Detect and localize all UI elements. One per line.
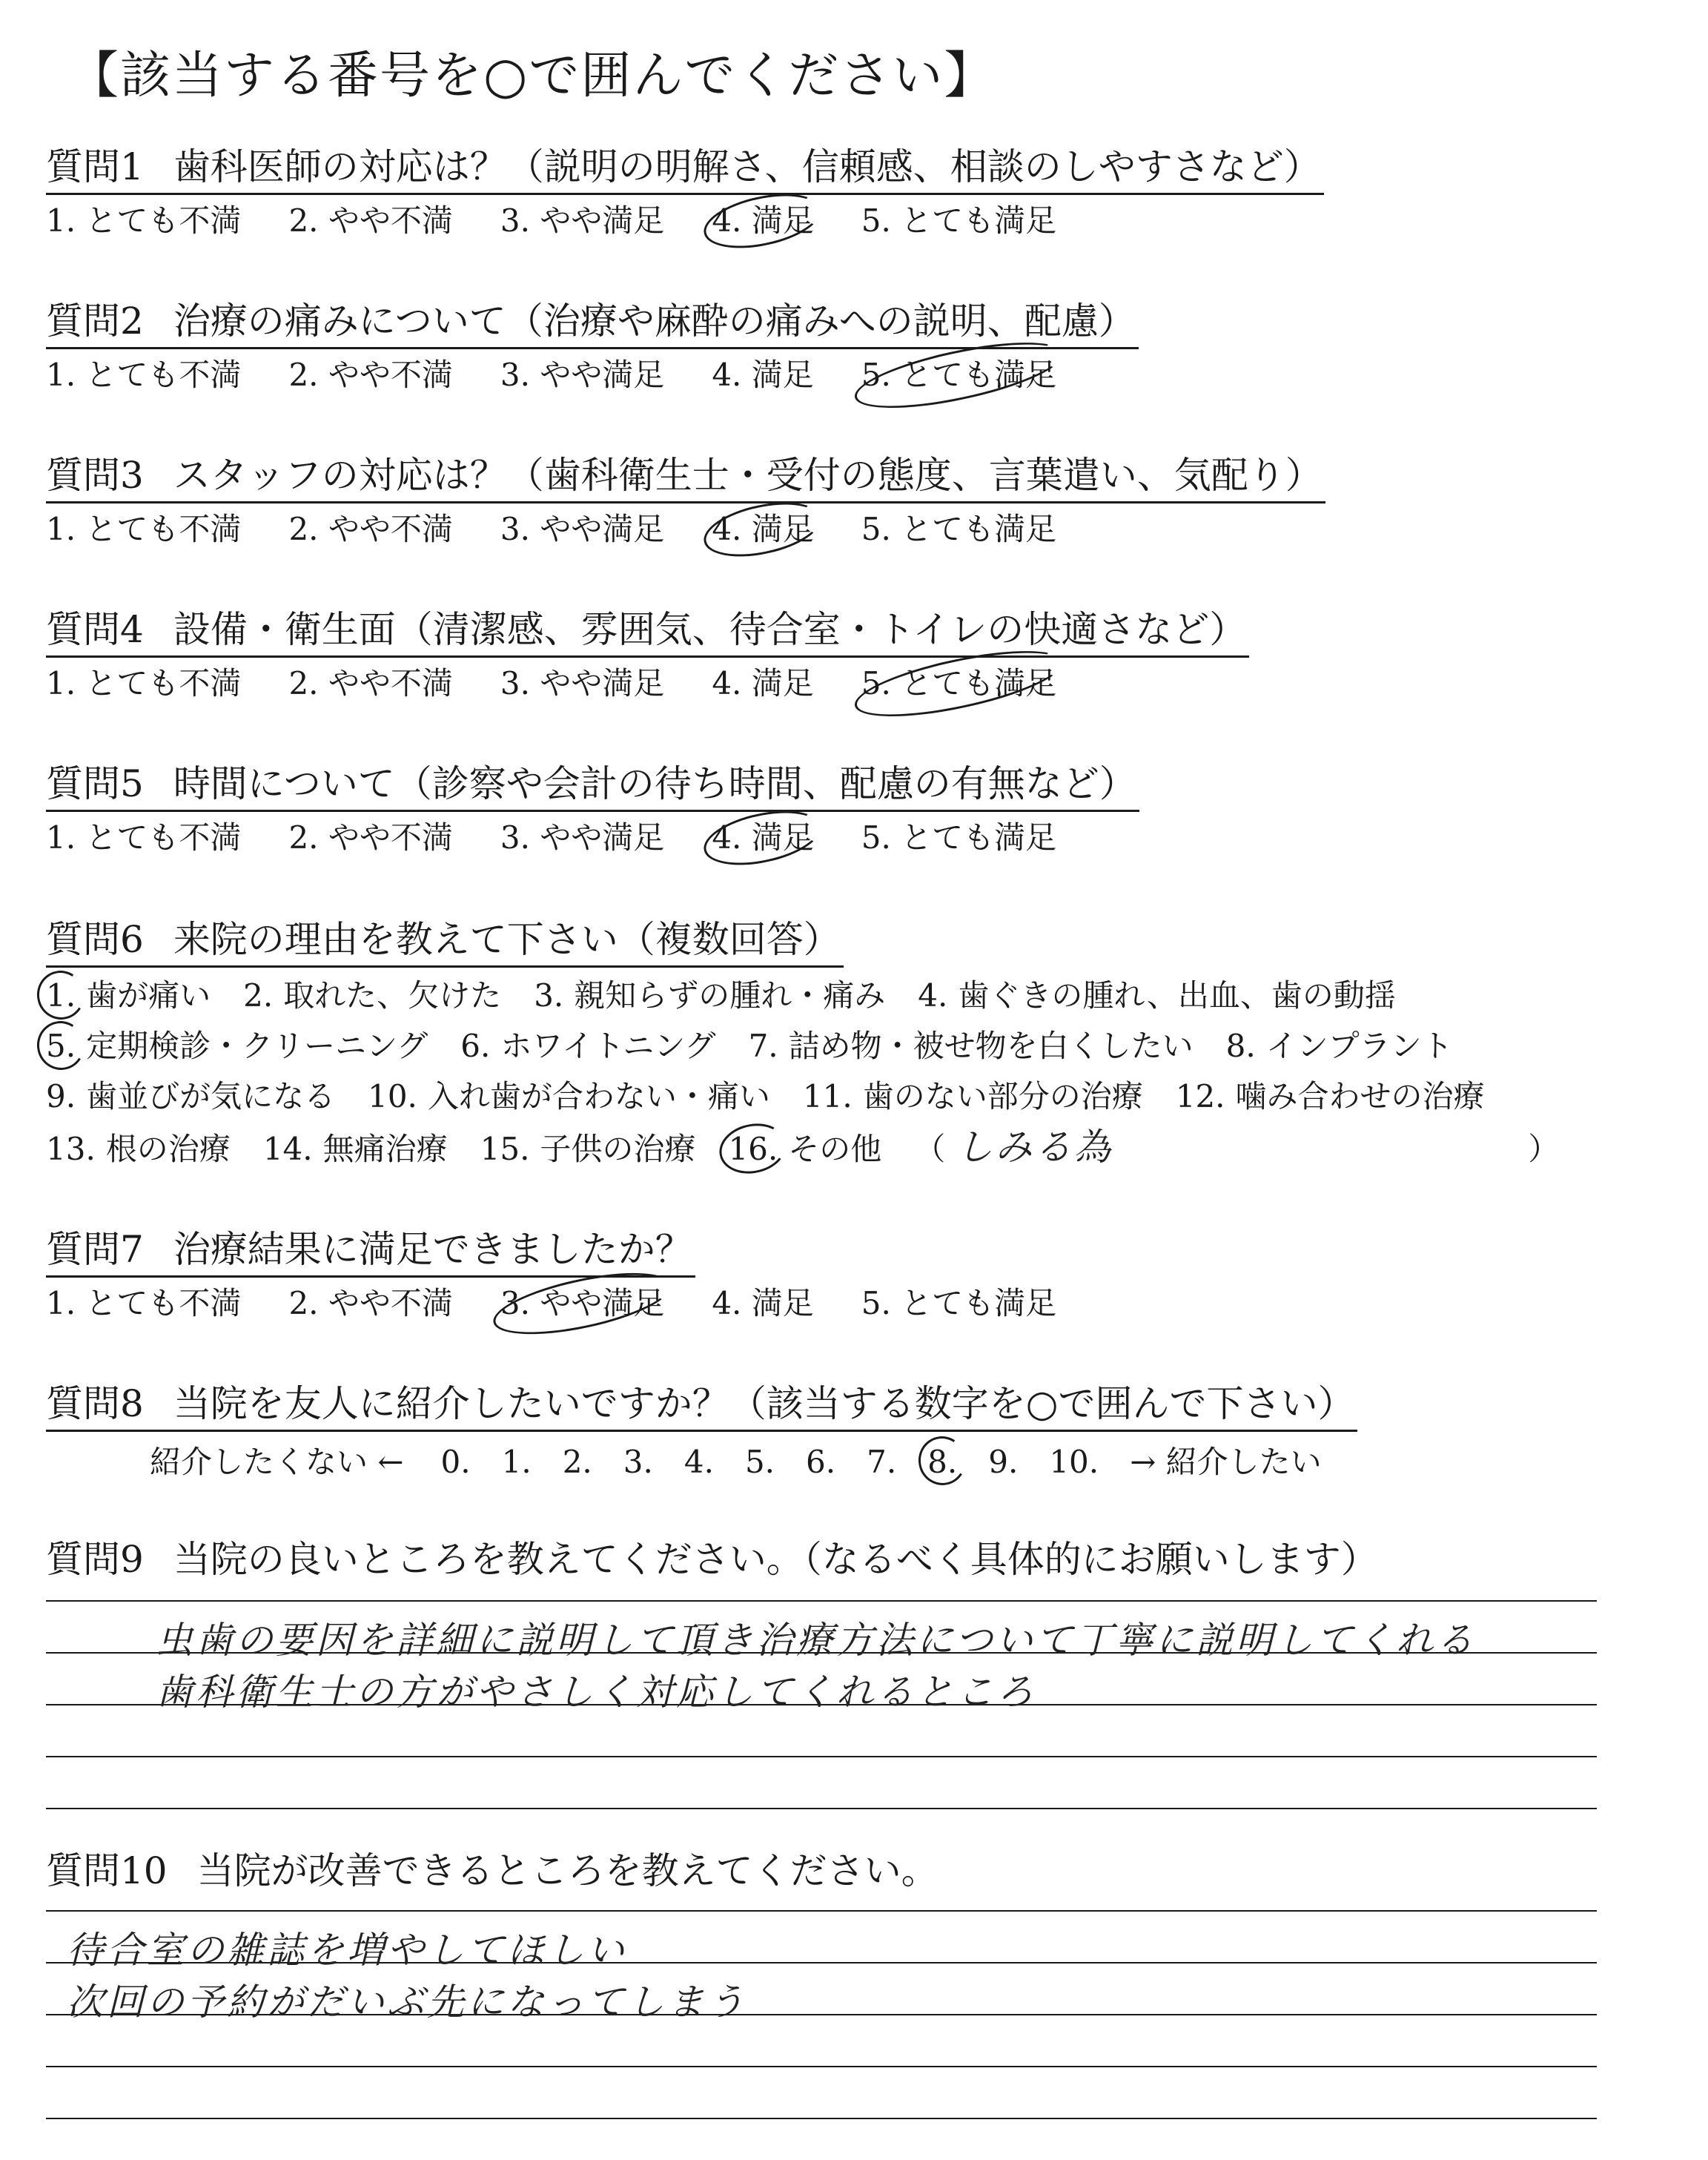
scale-number[interactable] <box>502 1436 532 1488</box>
scale-number-text: 10. <box>1049 1444 1099 1480</box>
reason-text: インプラント <box>1265 1028 1453 1064</box>
question-3 <box>46 449 1325 554</box>
option-number: 5. とても満足 <box>861 202 1057 239</box>
reason-number: 2. <box>243 977 274 1014</box>
option-number: 1. とても不満 <box>46 357 242 393</box>
reason-option[interactable] <box>534 971 885 1021</box>
question-2-options <box>46 351 1139 400</box>
reason-option[interactable] <box>46 971 211 1021</box>
reason-number: 1. <box>46 971 76 1021</box>
option-2[interactable] <box>288 1279 463 1328</box>
option-1[interactable] <box>46 351 251 400</box>
scale-number[interactable] <box>806 1436 835 1488</box>
question-5-text: 時間について（診察や会計の待ち時間、配慮の有無など） <box>173 762 1136 805</box>
scale-number[interactable] <box>927 1436 957 1488</box>
question-8-heading <box>46 1378 1357 1432</box>
reason-number: 6. <box>460 1028 491 1064</box>
option-1[interactable] <box>46 813 251 862</box>
option-3[interactable] <box>500 813 675 862</box>
question-1-options <box>46 196 1324 245</box>
reason-option[interactable] <box>1226 1021 1453 1071</box>
option-4[interactable] <box>712 196 824 245</box>
reason-text: 親知らずの腫れ・痛み <box>574 977 886 1014</box>
option-3[interactable] <box>500 659 675 708</box>
option-2[interactable] <box>288 351 463 400</box>
reason-option[interactable] <box>480 1124 696 1175</box>
question-2-text: 治療の痛みについて（治療や麻酔の痛みへの説明、配慮） <box>173 300 1136 343</box>
reason-number: 5. <box>46 1021 76 1071</box>
reason-text: 根の治療 <box>105 1131 231 1167</box>
reason-text: 歯ぐきの腫れ、出血、歯の動揺 <box>958 977 1396 1014</box>
option-5[interactable] <box>861 505 1067 554</box>
reason-text: 無痛治療 <box>322 1131 448 1167</box>
reason-option[interactable] <box>243 971 501 1021</box>
scale-number[interactable] <box>623 1436 653 1488</box>
question-5 <box>46 758 1139 862</box>
question-6-label: 質問6 <box>46 918 144 961</box>
question-1-label: 質問1 <box>46 145 144 188</box>
option-1[interactable] <box>46 505 251 554</box>
other-handwritten-answer: しみる為 <box>956 1126 1113 1169</box>
option-1[interactable] <box>46 196 251 245</box>
question-9-answer-1: 虫歯の要因を詳細に説明して頂き治療方法について丁寧に説明してくれる <box>156 1619 1476 1662</box>
scale-number[interactable] <box>684 1436 714 1488</box>
other-close-paren: ） <box>1528 1131 1560 1167</box>
reason-number: 8. <box>1225 1028 1256 1064</box>
scale-number-text: 9. <box>988 1444 1019 1480</box>
answer-line <box>46 2066 1597 2067</box>
answer-line <box>46 1600 1597 1602</box>
question-9-label: 質問9 <box>46 1538 144 1581</box>
reason-text: 子供の治療 <box>540 1131 696 1167</box>
question-7-label: 質問7 <box>46 1228 144 1271</box>
question-7-heading <box>46 1223 695 1278</box>
option-number: 3. やや満足 <box>500 202 665 239</box>
scale-number[interactable] <box>988 1436 1018 1488</box>
reason-option[interactable] <box>368 1071 770 1122</box>
reason-number: 10. <box>368 1078 417 1114</box>
reason-option[interactable] <box>803 1071 1143 1122</box>
reason-text: 定期検診・クリーニング <box>86 1028 428 1064</box>
scale-number-text: 2. <box>562 1444 592 1480</box>
question-10-label: 質問10 <box>46 1849 168 1892</box>
reason-option[interactable] <box>1176 1071 1485 1122</box>
option-number: 2. やや不満 <box>288 357 453 393</box>
scale-number-text: 6. <box>806 1444 836 1480</box>
scale-number-text: 8. <box>927 1436 957 1488</box>
question-9-answer-2: 歯科衛生士の方がやさしく対応してくれるところ <box>156 1671 1036 1714</box>
option-2[interactable] <box>288 659 463 708</box>
reason-text: 歯が痛い <box>86 977 211 1014</box>
question-1-heading <box>46 141 1324 195</box>
question-6 <box>46 914 1559 1175</box>
question-8-label: 質問8 <box>46 1382 144 1425</box>
reason-number: 11. <box>802 1078 853 1114</box>
question-9-heading <box>46 1533 1378 1585</box>
option-4[interactable] <box>712 505 824 554</box>
question-9-text: 当院の良いところを教えてください。（なるべく具体的にお願いします） <box>173 1538 1378 1581</box>
scale-number[interactable] <box>745 1436 775 1488</box>
option-4[interactable] <box>712 351 824 400</box>
question-2-heading <box>46 295 1139 349</box>
option-5[interactable] <box>861 1279 1067 1328</box>
option-4[interactable] <box>712 813 824 862</box>
question-9 <box>46 1533 1378 1585</box>
question-6-row <box>46 1122 1559 1175</box>
option-number: 2. やや不満 <box>288 511 453 547</box>
option-2[interactable] <box>288 813 463 862</box>
option-5[interactable] <box>861 196 1067 245</box>
scale-number[interactable] <box>1049 1436 1099 1488</box>
question-10-answer-1: 待合室の雑誌を増やしてほしい <box>67 1929 627 1972</box>
question-6-text: 来院の理由を教えて下さい（複数回答） <box>173 918 841 961</box>
question-3-options <box>46 505 1325 554</box>
option-number: 1. とても不満 <box>46 202 242 239</box>
question-10-text: 当院が改善できるところを教えてください。 <box>196 1849 939 1892</box>
question-3-label: 質問3 <box>46 454 144 497</box>
option-number: 4. 満足 <box>712 665 814 701</box>
option-4[interactable] <box>712 1279 824 1328</box>
option-number: 3. やや満足 <box>500 511 665 547</box>
option-number: 1. とても不満 <box>46 511 242 547</box>
scale-number-text: 0. <box>440 1444 471 1480</box>
option-5[interactable] <box>861 659 1067 708</box>
reason-option[interactable] <box>46 1021 428 1071</box>
question-7-options <box>46 1279 1104 1328</box>
question-1 <box>46 141 1324 245</box>
question-6-heading <box>46 914 844 968</box>
reason-option[interactable] <box>918 971 1396 1021</box>
option-3[interactable] <box>500 1279 675 1328</box>
option-number: 2. やや不満 <box>288 1285 453 1321</box>
question-4-label: 質問4 <box>46 608 144 651</box>
option-number: 4. 満足 <box>712 813 813 862</box>
option-number: 5. とても満足 <box>861 351 1056 400</box>
option-number: 3. やや満足 <box>500 1279 664 1328</box>
reason-number: 15. <box>480 1131 530 1167</box>
scale-number-text: 7. <box>867 1444 897 1480</box>
scale-number-text: 1. <box>501 1444 532 1480</box>
question-4 <box>46 604 1249 708</box>
reason-text: その他 <box>788 1131 882 1167</box>
question-10 <box>46 1845 939 1897</box>
option-number: 4. 満足 <box>712 357 814 393</box>
recommend-scale <box>46 1436 1357 1488</box>
question-5-label: 質問5 <box>46 762 144 805</box>
reason-number: 14. <box>262 1131 313 1167</box>
question-2 <box>46 295 1139 400</box>
other-open-paren: （ <box>914 1131 946 1167</box>
option-1[interactable] <box>46 659 251 708</box>
option-number: 2. やや不満 <box>288 202 453 239</box>
option-5[interactable] <box>861 813 1067 862</box>
option-number: 4. 満足 <box>712 1285 814 1321</box>
reason-number: 12. <box>1175 1078 1225 1114</box>
reason-option[interactable] <box>728 1124 881 1175</box>
scale-number-text: 3. <box>623 1444 653 1480</box>
option-4[interactable] <box>712 659 824 708</box>
question-6-row <box>46 1071 1559 1122</box>
question-2-label: 質問2 <box>46 300 144 343</box>
option-number: 3. やや満足 <box>500 357 665 393</box>
question-4-options <box>46 659 1249 708</box>
question-6-row <box>46 1021 1559 1071</box>
reason-number: 9. <box>46 1078 76 1114</box>
option-2[interactable] <box>288 505 463 554</box>
question-10-heading <box>46 1845 939 1897</box>
option-number: 1. とても不満 <box>46 819 242 856</box>
reason-text: 入れ歯が合わない・痛い <box>427 1078 770 1114</box>
option-number: 3. やや満足 <box>500 819 665 856</box>
question-5-options <box>46 813 1139 862</box>
question-6-row <box>46 971 1559 1021</box>
option-number: 5. とても満足 <box>861 1285 1057 1321</box>
answer-line <box>46 1756 1597 1757</box>
option-number: 2. やや不満 <box>288 819 453 856</box>
reason-number: 13. <box>46 1131 96 1167</box>
option-number: 5. とても満足 <box>861 659 1056 708</box>
scale-number-text: 5. <box>744 1444 775 1480</box>
reason-option[interactable] <box>46 1071 335 1122</box>
question-3-heading <box>46 449 1325 503</box>
option-3[interactable] <box>500 505 675 554</box>
question-4-heading <box>46 604 1249 658</box>
option-5[interactable] <box>861 351 1067 400</box>
scale-number[interactable] <box>867 1436 896 1488</box>
reason-number: 3. <box>534 977 564 1014</box>
scale-number[interactable] <box>563 1436 592 1488</box>
question-7-text: 治療結果に満足できましたか？ <box>173 1228 692 1271</box>
question-8-text: 当院を友人に紹介したいですか？（該当する数字を○で囲んで下さい） <box>173 1382 1355 1425</box>
answer-line <box>46 1910 1597 1912</box>
reason-number: 7. <box>748 1028 778 1064</box>
option-number: 5. とても満足 <box>861 819 1057 856</box>
option-number: 4. 満足 <box>712 505 813 554</box>
option-number: 4. 満足 <box>712 196 813 245</box>
reason-option[interactable] <box>46 1124 231 1175</box>
option-3[interactable] <box>500 351 675 400</box>
scale-left-label: 紹介したくない ← <box>150 1444 404 1480</box>
question-10-answer-2: 次回の予約がだいぶ先になってしまう <box>67 1981 747 2024</box>
scale-right-label: → 紹介したい <box>1130 1444 1322 1480</box>
reason-option[interactable] <box>263 1124 448 1175</box>
question-8 <box>46 1378 1357 1488</box>
question-3-text: スタッフの対応は？（歯科衛生士・受付の態度、言葉遣い、気配り） <box>173 454 1323 497</box>
reason-text: 歯のない部分の治療 <box>862 1078 1143 1114</box>
reason-text: 歯並びが気になる <box>86 1078 336 1114</box>
option-1[interactable] <box>46 1279 251 1328</box>
answer-line <box>46 1808 1597 1809</box>
question-6-options <box>46 971 1559 1175</box>
option-number: 3. やや満足 <box>500 665 665 701</box>
reason-option[interactable] <box>749 1021 1194 1071</box>
option-2[interactable] <box>288 196 463 245</box>
reason-text: ホワイトニング <box>500 1028 716 1064</box>
reason-number: 16. <box>728 1124 778 1175</box>
question-5-heading <box>46 758 1139 812</box>
option-number: 2. やや不満 <box>288 665 453 701</box>
reason-number: 4. <box>918 977 948 1014</box>
option-3[interactable] <box>500 196 675 245</box>
reason-option[interactable] <box>460 1021 715 1071</box>
scale-number[interactable] <box>441 1436 471 1488</box>
option-number: 1. とても不満 <box>46 665 242 701</box>
question-7 <box>46 1223 1104 1328</box>
question-4-text: 設備・衛生面（清潔感、雰囲気、待合室・トイレの快適さなど） <box>173 608 1247 651</box>
scale-number-text: 4. <box>683 1444 714 1480</box>
reason-text: 噛み合わせの治療 <box>1235 1078 1485 1114</box>
option-number: 1. とても不満 <box>46 1285 242 1321</box>
reason-text: 詰め物・被せ物を白くしたい <box>788 1028 1194 1064</box>
question-1-text: 歯科医師の対応は？（説明の明解さ、信頼感、相談のしやすさなど） <box>173 145 1321 188</box>
page-title: 【該当する番号を○で囲んでください】 <box>68 47 996 105</box>
reason-text: 取れた、欠けた <box>283 977 502 1014</box>
answer-line <box>46 2118 1597 2119</box>
option-number: 5. とても満足 <box>861 511 1057 547</box>
